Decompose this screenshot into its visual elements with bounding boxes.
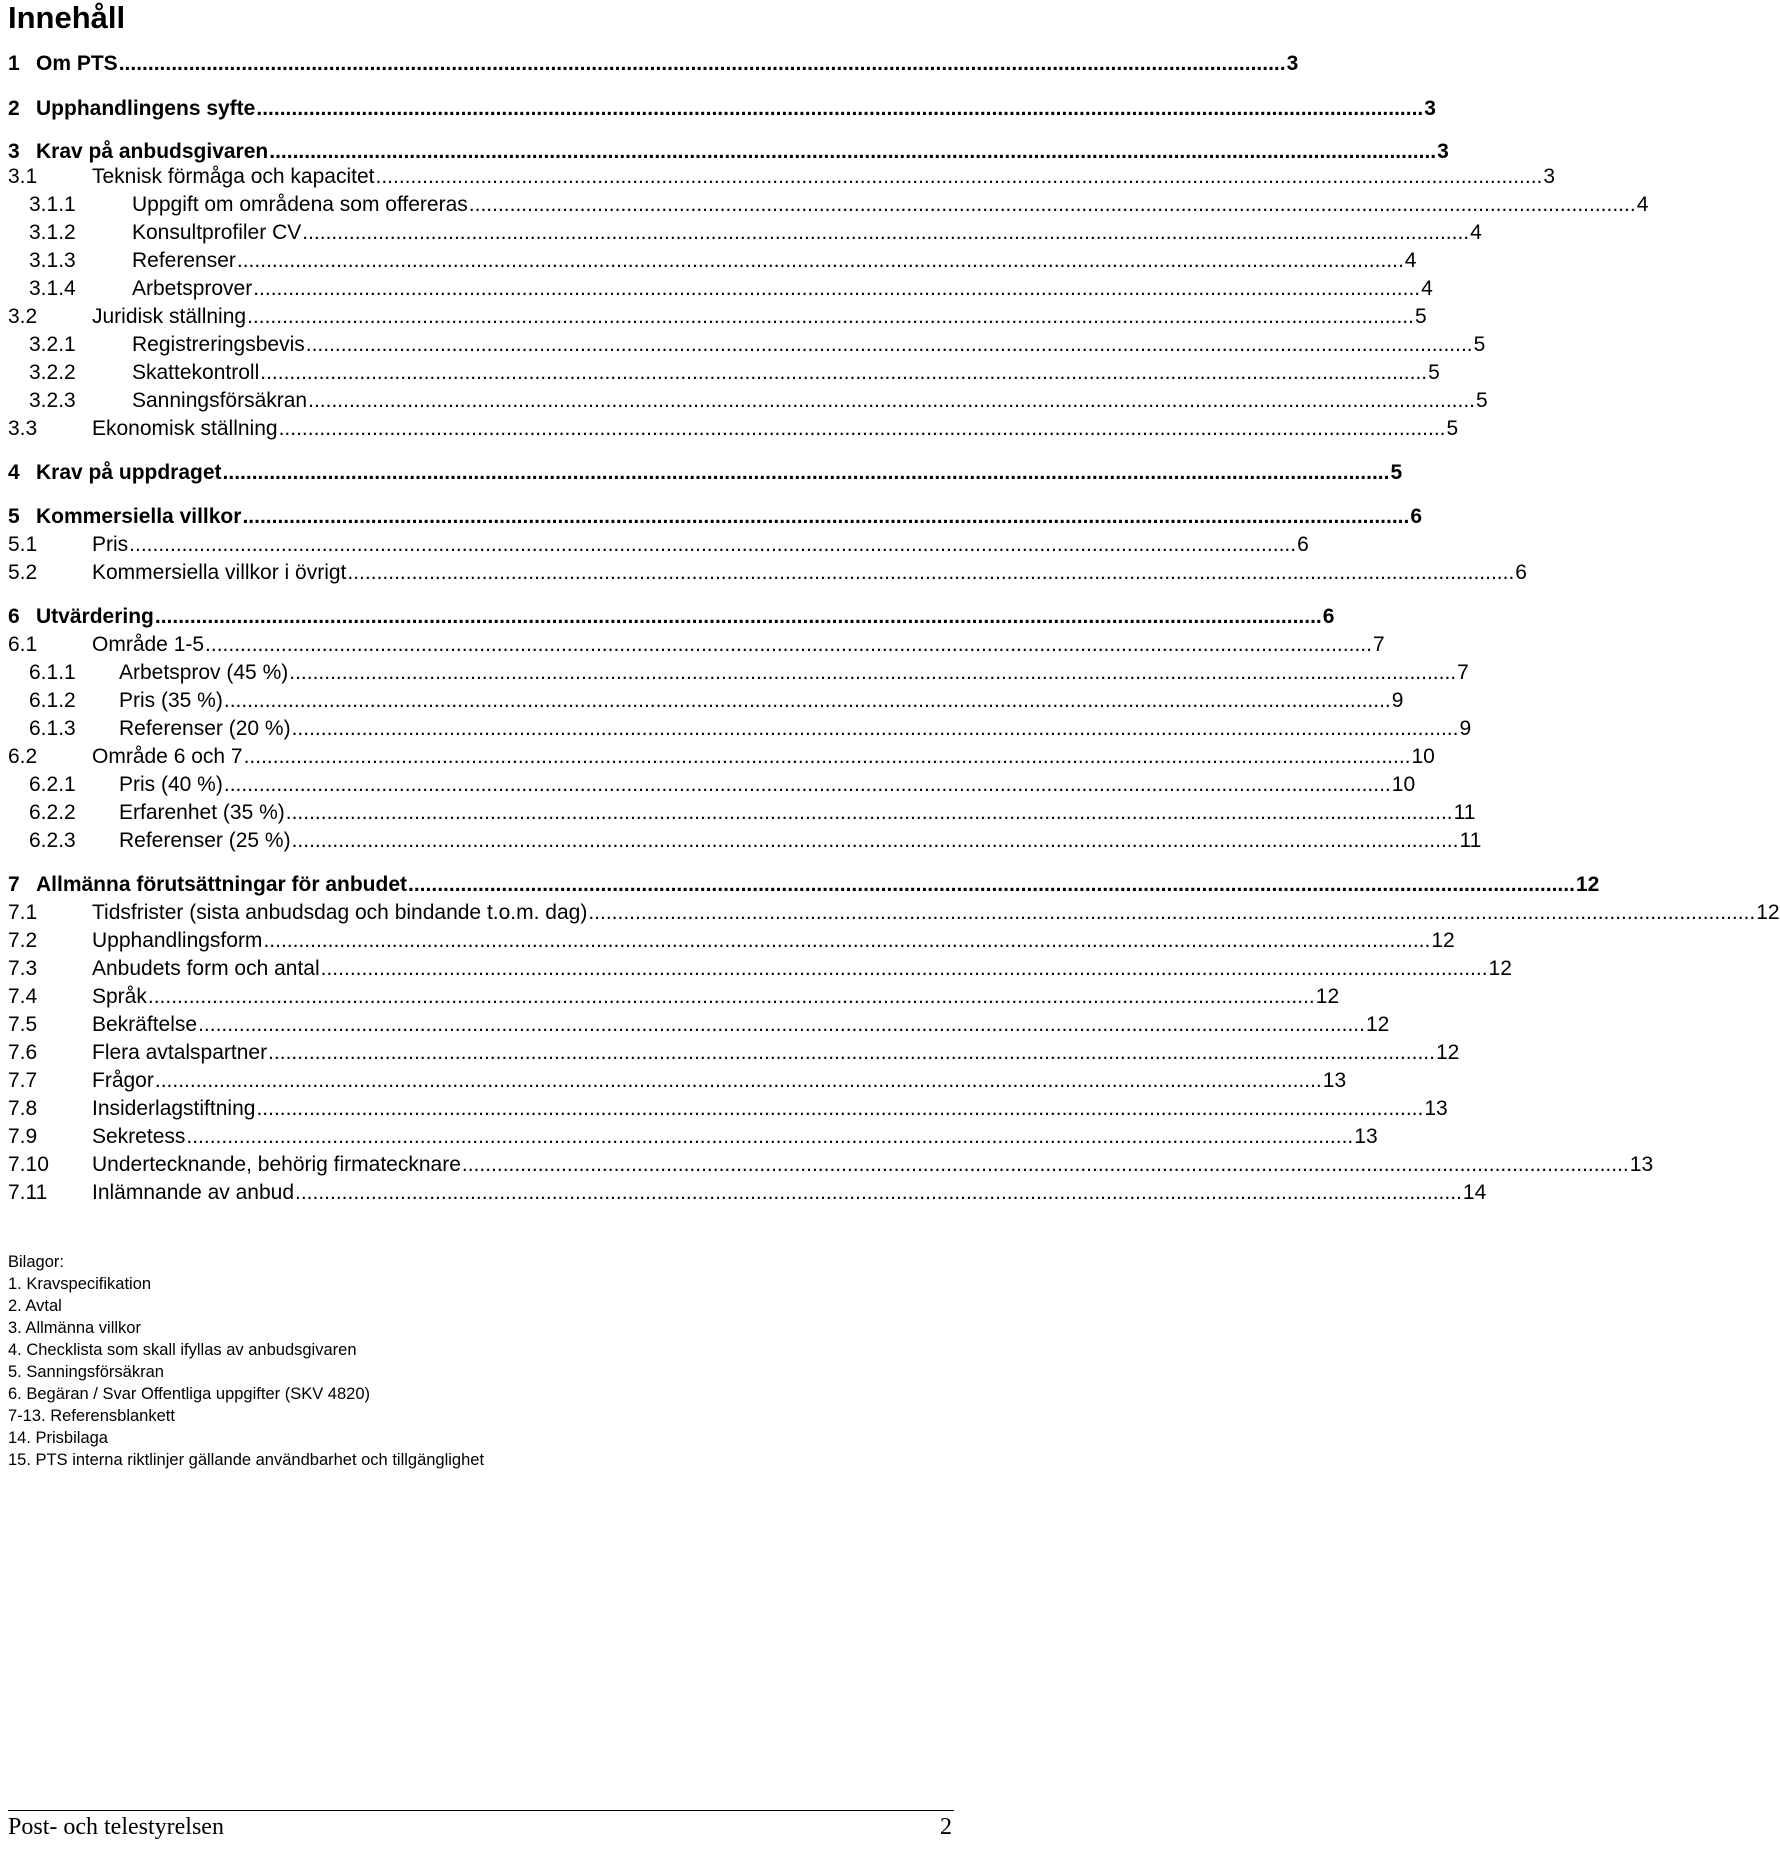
page-title: Innehåll [8,0,126,35]
toc-entry-title: Utvärdering [36,605,154,628]
toc-entry-number: 7.9 [8,1125,38,1148]
toc-entry-title: Uppgift om områdena som offereras [132,193,468,216]
toc-dot-leader: ........................................................................................................................................................................................................ [305,333,1473,356]
footer-page-number: 2 [940,1814,952,1840]
toc-entry-page: 9 [1459,717,1472,740]
toc-entry-number: 3.2 [8,305,38,328]
toc-entry-number: 7.4 [8,985,38,1008]
toc-entry-number: 7.3 [8,957,38,980]
toc-entry-number: 7 [8,873,20,896]
toc-dot-leader: ........................................................................................................................................................................................................ [263,929,1431,952]
toc-entry-number: 7.1 [8,901,38,924]
toc-entry[interactable] [0,801,1476,831]
toc-entry-title: Erfarenhet (35 %) [119,801,285,824]
toc-dot-leader: ........................................................................................................................................................................................................ [461,1153,1629,1176]
toc-dot-leader: ........................................................................................................................................................................................................ [198,1013,1365,1036]
toc-entry-number: 7.2 [8,929,38,952]
toc-entry-title: Inlämnande av anbud [92,1181,294,1204]
toc-entry[interactable] [0,605,1335,635]
toc-entry[interactable] [0,873,1600,903]
toc-entry[interactable] [0,957,1512,987]
toc-entry[interactable] [0,249,1417,279]
toc-entry-title: Bekräftelse [92,1013,198,1036]
toc-entry-number: 6 [8,605,20,628]
toc-entry-title: Undertecknande, behörig firmatecknare [92,1153,461,1176]
toc-entry[interactable] [0,97,1436,127]
toc-entry[interactable] [0,389,1488,419]
toc-dot-leader: ........................................................................................................................................................................................................ [247,305,1414,328]
toc-entry-title: Pris (35 %) [119,689,223,712]
appendix-item: 4. Checklista som skall ifyllas av anbudsgivaren [8,1341,357,1359]
appendix-item: 2. Avtal [8,1297,62,1315]
toc-entry[interactable] [0,277,1433,307]
toc-entry-title: Område 1-5 [92,633,205,656]
appendix-item: 6. Begäran / Svar Offentliga uppgifter (SKV 4820) [8,1385,370,1403]
toc-dot-leader: ........................................................................................................................................................................................................ [468,193,1636,216]
toc-entry-title: Frågor [92,1069,154,1092]
toc-entry-page: 5 [1446,417,1459,440]
toc-entry[interactable] [0,461,1403,491]
toc-entry-title: Referenser [132,249,236,272]
toc-entry-page: 12 [1488,957,1512,980]
toc-entry-page: 6 [1515,561,1527,584]
toc-entry-page: 3 [1437,140,1449,163]
toc-entry-number: 3.1.3 [29,249,76,272]
toc-dot-leader: ........................................................................................................................................................................................................ [278,417,1446,440]
toc-entry-page: 12 [1756,901,1780,924]
toc-entry-number: 7.10 [8,1153,49,1176]
appendix-item: 14. Prisbilaga [8,1429,108,1447]
toc-entry-page: 5 [1428,361,1440,384]
toc-entry-number: 7.5 [8,1013,38,1036]
toc-entry-number: 5.2 [8,561,38,584]
toc-entry[interactable] [0,901,1780,931]
toc-entry-title: Konsultprofiler CV [132,221,302,244]
toc-entry-page: 13 [1629,1153,1654,1176]
toc-entry-number: 3.2.2 [29,361,76,384]
toc-entry-number: 6.2 [8,745,38,768]
toc-entry-page: 6 [1297,533,1309,556]
toc-entry-title: Språk [92,985,147,1008]
toc-entry-title: Krav på uppdraget [36,461,222,484]
toc-entry-page: 14 [1462,1181,1487,1204]
toc-entry[interactable] [0,745,1435,775]
toc-entry-title: Upphandlingens syfte [36,97,256,120]
toc-entry[interactable] [0,165,1556,195]
toc-entry-number: 6.2.2 [29,801,76,824]
toc-entry-page: 12 [1365,1013,1390,1036]
toc-entry-title: Sanningsförsäkran [132,389,308,412]
toc-dot-leader: ........................................................................................................................................................................................................ [223,773,1391,796]
toc-entry-title: Sekretess [92,1125,186,1148]
toc-entry-title: Flera avtalspartner [92,1041,268,1064]
toc-entry[interactable] [0,1181,1487,1211]
toc-entry-number: 3.2.3 [29,389,76,412]
toc-entry-page: 5 [1414,305,1427,328]
toc-entry-title: Arbetsprover [132,277,253,300]
toc-entry-page: 6 [1322,605,1335,628]
toc-dot-leader: ........................................................................................................................................................................................................ [147,985,1315,1008]
toc-entry-page: 4 [1470,221,1482,244]
toc-entry-page: 4 [1404,249,1417,272]
appendix-label: Bilagor: [8,1253,64,1271]
appendix-item: 1. Kravspecifikation [8,1275,152,1293]
toc-entry-number: 4 [8,461,20,484]
toc-entry-page: 11 [1459,829,1482,852]
toc-entry[interactable] [0,221,1482,251]
toc-entry[interactable] [0,333,1486,363]
toc-entry-page: 13 [1424,1097,1448,1120]
toc-dot-leader: ........................................................................................................................................................................................................ [268,1041,1435,1064]
toc-entry-page: 13 [1322,1069,1347,1092]
toc-entry-number: 3.3 [8,417,38,440]
toc-entry-title: Teknisk förmåga och kapacitet [92,165,375,188]
toc-entry-page: 3 [1543,165,1556,188]
toc-dot-leader: ........................................................................................................................................................................................................ [408,873,1575,896]
toc-entry-page: 5 [1390,461,1403,484]
toc-entry-title: Tidsfrister (sista anbudsdag och bindande t.o.m. dag) [92,901,588,924]
toc-dot-leader: ........................................................................................................................................................................................................ [223,689,1391,712]
toc-entry-page: 7 [1372,633,1385,656]
toc-dot-leader: ........................................................................................................................................................................................................ [256,1097,1424,1120]
toc-entry-page: 9 [1391,689,1404,712]
toc-entry-title: Juridisk ställning [92,305,247,328]
toc-entry-page: 5 [1473,333,1486,356]
toc-dot-leader: ........................................................................................................................................................................................................ [129,533,1297,556]
toc-dot-leader: ........................................................................................................................................................................................................ [260,361,1428,384]
toc-dot-leader: ........................................................................................................................................................................................................ [308,389,1476,412]
toc-entry-page: 12 [1435,1041,1460,1064]
toc-dot-leader: ........................................................................................................................................................................................................ [347,561,1515,584]
toc-dot-leader: ........................................................................................................................................................................................................ [243,745,1411,768]
toc-entry-title: Pris (40 %) [119,773,223,796]
toc-entry-number: 2 [8,97,20,120]
toc-entry-page: 5 [1476,389,1488,412]
toc-entry-number: 6.1.2 [29,689,76,712]
toc-entry-page: 6 [1410,505,1423,528]
toc-dot-leader: ........................................................................................................................................................................................................ [320,957,1488,980]
toc-dot-leader: ........................................................................................................................................................................................................ [186,1125,1354,1148]
toc-entry[interactable] [0,1125,1378,1155]
toc-entry[interactable] [0,561,1527,591]
toc-dot-leader: ........................................................................................................................................................................................................ [291,829,1459,852]
toc-dot-leader: ........................................................................................................................................................................................................ [154,605,1322,628]
toc-entry[interactable] [0,633,1385,663]
toc-entry-title: Kommersiella villkor i övrigt [92,561,347,584]
toc-entry[interactable] [0,52,1299,82]
toc-entry-title: Område 6 och 7 [92,745,243,768]
toc-entry-page: 10 [1391,773,1416,796]
toc-entry-page: 7 [1457,661,1469,684]
toc-entry-title: Pris [92,533,129,556]
toc-entry-number: 3.1.1 [29,193,76,216]
appendix-item: 7-13. Referensblankett [8,1407,175,1425]
toc-entry-number: 3.1.4 [29,277,76,300]
toc-entry-title: Insiderlagstiftning [92,1097,256,1120]
toc-entry-page: 3 [1424,97,1436,120]
toc-entry[interactable] [0,533,1309,563]
toc-entry-page: 11 [1453,801,1476,824]
toc-entry[interactable] [0,1097,1448,1127]
toc-entry-page: 10 [1411,745,1435,768]
toc-entry-number: 3.1 [8,165,38,188]
toc-entry[interactable] [0,305,1427,335]
toc-entry[interactable] [0,505,1423,535]
toc-entry-number: 6.2.1 [29,773,76,796]
toc-entry[interactable] [0,717,1472,747]
toc-entry-title: Upphandlingsform [92,929,263,952]
toc-dot-leader: ........................................................................................................................................................................................................ [242,505,1410,528]
toc-entry-title: Referenser (25 %) [119,829,291,852]
toc-dot-leader: ........................................................................................................................................................................................................ [285,801,1453,824]
toc-entry-number: 7.6 [8,1041,38,1064]
toc-entry-title: Ekonomisk ställning [92,417,278,440]
toc-entry-page: 4 [1636,193,1649,216]
toc-entry-number: 7.8 [8,1097,38,1120]
toc-entry-title: Arbetsprov (45 %) [119,661,289,684]
toc-entry-number: 3.2.1 [29,333,76,356]
toc-dot-leader: ........................................................................................................................................................................................................ [256,97,1424,120]
toc-dot-leader: ........................................................................................................................................................................................................ [118,52,1286,75]
toc-entry[interactable] [0,689,1404,719]
appendix-item: 5. Sanningsförsäkran [8,1363,164,1381]
toc-dot-leader: ........................................................................................................................................................................................................ [291,717,1459,740]
toc-entry-page: 4 [1421,277,1433,300]
toc-entry-title: Skattekontroll [132,361,260,384]
toc-entry-title: Kommersiella villkor [36,505,242,528]
toc-entry-number: 3 [8,140,20,163]
toc-entry[interactable] [0,417,1459,447]
toc-entry-number: 6.1 [8,633,38,656]
toc-entry-title: Krav på anbudsgivaren [36,140,269,163]
toc-entry-page: 12 [1575,873,1600,896]
footer-organization: Post- och telestyrelsen [8,1814,224,1840]
toc-entry-title: Allmänna förutsättningar för anbudet [36,873,408,896]
toc-entry[interactable] [0,1069,1347,1099]
toc-entry-title: Registreringsbevis [132,333,305,356]
toc-entry-number: 3.1.2 [29,221,76,244]
toc-entry[interactable] [0,1013,1390,1043]
toc-entry-number: 7.7 [8,1069,38,1092]
toc-entry-page: 12 [1431,929,1455,952]
toc-entry-title: Om PTS [36,52,118,75]
toc-entry-title: Referenser (20 %) [119,717,291,740]
toc-entry[interactable] [0,193,1649,223]
toc-dot-leader: ........................................................................................................................................................................................................ [269,140,1437,163]
toc-dot-leader: ........................................................................................................................................................................................................ [302,221,1470,244]
toc-entry-number: 6.1.3 [29,717,76,740]
toc-dot-leader: ........................................................................................................................................................................................................ [154,1069,1322,1092]
toc-entry[interactable] [0,361,1440,391]
toc-entry-number: 7.11 [8,1181,48,1204]
toc-dot-leader: ........................................................................................................................................................................................................ [205,633,1372,656]
toc-entry-number: 1 [8,52,20,75]
toc-entry[interactable] [0,1041,1460,1071]
toc-entry-page: 3 [1286,52,1299,75]
toc-dot-leader: ........................................................................................................................................................................................................ [375,165,1543,188]
toc-entry[interactable] [0,773,1416,803]
toc-entry-page: 12 [1315,985,1340,1008]
toc-entry[interactable] [0,929,1455,959]
toc-entry-number: 5 [8,505,20,528]
toc-dot-leader: ........................................................................................................................................................................................................ [236,249,1404,272]
footer-divider [8,1810,954,1811]
appendix-item: 3. Allmänna villkor [8,1319,141,1337]
toc-dot-leader: ........................................................................................................................................................................................................ [289,661,1457,684]
toc-entry-title: Anbudets form och antal [92,957,320,980]
toc-entry-number: 5.1 [8,533,38,556]
toc-entry[interactable] [0,1153,1654,1183]
toc-entry-number: 6.2.3 [29,829,76,852]
appendix-item: 15. PTS interna riktlinjer gällande användbarhet och tillgänglighet [8,1451,485,1469]
toc-dot-leader: ........................................................................................................................................................................................................ [295,1181,1462,1204]
toc-entry[interactable] [0,829,1482,859]
toc-entry-number: 6.1.1 [29,661,76,684]
toc-dot-leader: ........................................................................................................................................................................................................ [253,277,1421,300]
toc-entry[interactable] [0,985,1340,1015]
toc-dot-leader: ........................................................................................................................................................................................................ [588,901,1756,924]
toc-dot-leader: ........................................................................................................................................................................................................ [222,461,1390,484]
appendix-list [8,1251,484,1471]
toc-entry[interactable] [0,661,1469,691]
toc-entry-page: 13 [1354,1125,1378,1148]
